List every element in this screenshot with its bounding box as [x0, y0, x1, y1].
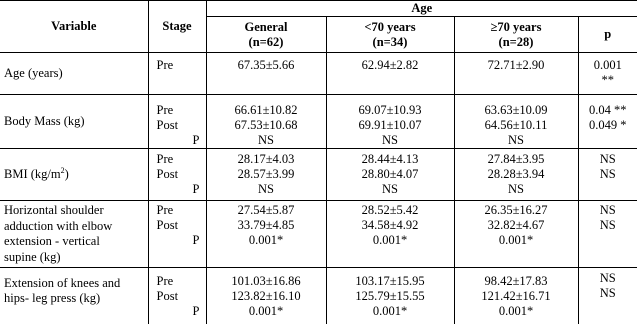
- under-70-cell: 69.07±10.93 69.91±10.07 NS: [326, 95, 454, 149]
- under-70-cell: 28.52±5.42 34.58±4.92 0.001*: [326, 201, 454, 268]
- stage-cell: Pre Post P: [148, 149, 206, 201]
- over-70-cell: 63.63±10.09 64.56±10.11 NS: [454, 95, 578, 149]
- stage-cell: Pre Post P: [148, 268, 206, 324]
- variable-cell: Age (years): [0, 53, 148, 95]
- header-over-70: ≥70 years (n=28): [454, 17, 578, 53]
- table-row: [0, 201, 637, 268]
- header-under-70: <70 years (n=34): [326, 17, 454, 53]
- stage-cell: Pre: [148, 53, 206, 95]
- general-cell: 66.61±10.82 67.53±10.68 NS: [206, 95, 326, 149]
- header-stage: Stage: [148, 1, 206, 53]
- p-cell: 0.001 **: [578, 53, 637, 95]
- under-70-cell: 103.17±15.95 125.79±15.55 0.001*: [326, 268, 454, 324]
- p-cell: NS NS: [578, 268, 637, 324]
- table-row: [0, 149, 637, 201]
- general-cell: 101.03±16.86 123.82±16.10 0.001*: [206, 268, 326, 324]
- over-70-cell: 72.71±2.90: [454, 53, 578, 95]
- general-cell: 28.17±4.03 28.57±3.99 NS: [206, 149, 326, 201]
- over-70-cell: 27.84±3.95 28.28±3.94 NS: [454, 149, 578, 201]
- header-general: General (n=62): [206, 17, 326, 53]
- over-70-cell: 26.35±16.27 32.82±4.67 0.001*: [454, 201, 578, 268]
- stage-cell: Pre Post P: [148, 95, 206, 149]
- over-70-cell: 98.42±17.83 121.42±16.71 0.001*: [454, 268, 578, 324]
- header-p: p: [578, 17, 637, 53]
- variable-cell: Extension of knees and hips- leg press (kg): [4, 276, 121, 305]
- table-row: [0, 53, 637, 95]
- general-cell: 27.54±5.87 33.79±4.85 0.001*: [206, 201, 326, 268]
- table-row: [0, 95, 637, 149]
- variable-cell: BMI $(kg/m^2)$: [0, 149, 148, 201]
- stage-cell: Pre Post P: [148, 201, 206, 268]
- p-cell: NS NS: [578, 201, 637, 268]
- general-cell: 67.35±5.66: [206, 53, 326, 95]
- p-cell: 0.04 ** 0.049 *: [578, 95, 637, 149]
- variable-cell: Horizontal shoulder adduction with elbow extension - vertical supine (kg): [0, 201, 148, 268]
- table-row: [0, 268, 637, 324]
- under-70-cell: 28.44±4.13 28.80±4.07 NS: [326, 149, 454, 201]
- variable-cell: Body Mass (kg): [0, 95, 148, 149]
- p-cell: NS NS: [578, 149, 637, 201]
- header-variable: Variable: [0, 1, 148, 53]
- header-age-group: Age: [206, 1, 637, 17]
- under-70-cell: 62.94±2.82: [326, 53, 454, 95]
